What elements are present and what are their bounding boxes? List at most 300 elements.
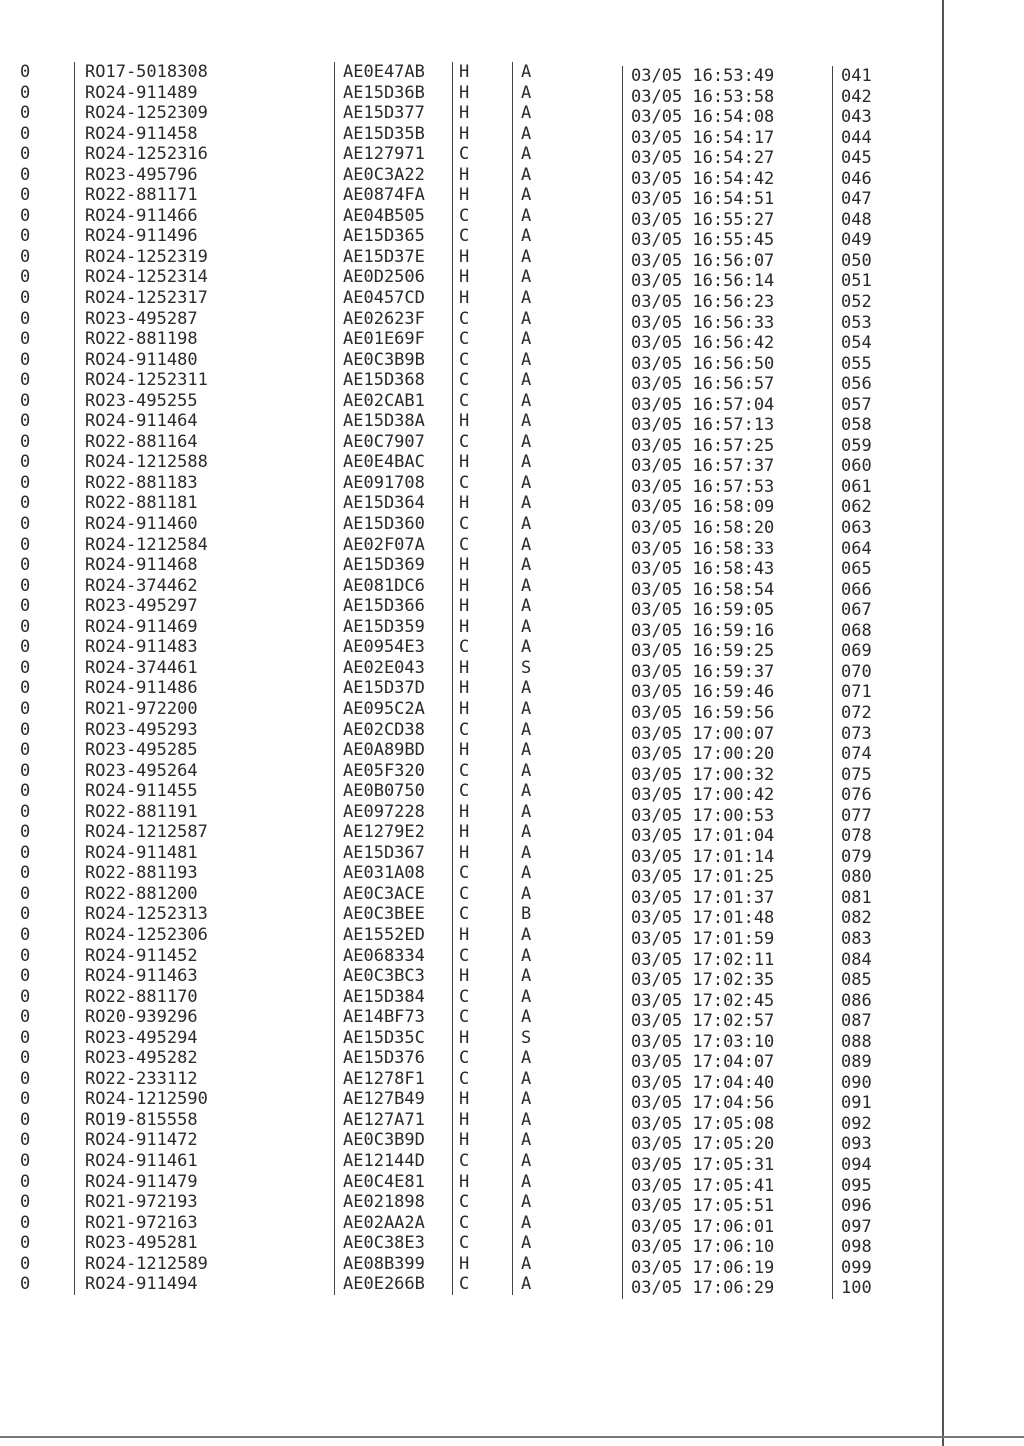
hex-cell: AE031A08 xyxy=(334,863,455,884)
table-row xyxy=(0,1068,900,1093)
flag-cell: 0 xyxy=(20,616,31,637)
type-cell: C xyxy=(452,329,507,350)
table-row xyxy=(0,472,900,497)
timestamp-cell: 03/05 16:59:46 xyxy=(622,682,831,703)
timestamp-cell: 03/05 16:54:08 xyxy=(622,107,831,128)
grade-cell: A xyxy=(512,535,621,556)
hex-cell: AE02623F xyxy=(334,309,455,330)
timestamp-cell: 03/05 16:57:04 xyxy=(622,395,831,416)
id-cell: RO23-495264 xyxy=(74,761,335,782)
flag-cell: 0 xyxy=(20,801,31,822)
timestamp-cell: 03/05 16:55:27 xyxy=(622,210,831,231)
flag-cell: 0 xyxy=(20,185,31,206)
sequence-cell: 092 xyxy=(832,1114,901,1135)
table-row xyxy=(0,1274,900,1299)
sequence-cell: 069 xyxy=(832,641,901,662)
type-cell: H xyxy=(452,1028,507,1049)
table-row xyxy=(0,616,900,641)
timestamp-cell: 03/05 16:57:13 xyxy=(622,415,831,436)
flag-cell: 0 xyxy=(20,1089,31,1110)
sequence-cell: 076 xyxy=(832,785,901,806)
id-cell: RO21-972163 xyxy=(74,1213,335,1234)
id-cell: RO21-972193 xyxy=(74,1192,335,1213)
table-row xyxy=(0,1212,900,1237)
flag-cell: 0 xyxy=(20,945,31,966)
hex-cell: AE0C4E81 xyxy=(334,1172,455,1193)
flag-cell: 0 xyxy=(20,288,31,309)
hex-cell: AE15D35C xyxy=(334,1028,455,1049)
table-row xyxy=(0,678,900,703)
timestamp-cell: 03/05 17:06:29 xyxy=(622,1278,831,1299)
table-row xyxy=(0,205,900,230)
flag-cell: 0 xyxy=(20,1048,31,1069)
table-row xyxy=(0,144,900,169)
id-cell: RO24-1252317 xyxy=(74,288,335,309)
timestamp-cell: 03/05 17:05:08 xyxy=(622,1114,831,1135)
timestamp-cell: 03/05 17:02:11 xyxy=(622,950,831,971)
timestamp-cell: 03/05 16:59:16 xyxy=(622,621,831,642)
timestamp-cell: 03/05 17:06:01 xyxy=(622,1217,831,1238)
type-cell: H xyxy=(452,802,507,823)
timestamp-cell: 03/05 16:57:25 xyxy=(622,436,831,457)
id-cell: RO24-1252319 xyxy=(74,247,335,268)
table-row xyxy=(0,1007,900,1032)
hex-cell: AE0C7907 xyxy=(334,432,455,453)
hex-cell: AE02F07A xyxy=(334,535,455,556)
table-row xyxy=(0,842,900,867)
table-row xyxy=(0,698,900,723)
hex-cell: AE02CD38 xyxy=(334,720,455,741)
grade-cell: A xyxy=(512,103,621,124)
id-cell: RO24-911458 xyxy=(74,124,335,145)
sequence-cell: 046 xyxy=(832,169,901,190)
timestamp-cell: 03/05 17:01:25 xyxy=(622,867,831,888)
hex-cell: AE1279E2 xyxy=(334,822,455,843)
grade-cell: S xyxy=(512,658,621,679)
grade-cell: A xyxy=(512,185,621,206)
id-cell: RO24-911472 xyxy=(74,1130,335,1151)
flag-cell: 0 xyxy=(20,966,31,987)
timestamp-cell: 03/05 17:01:59 xyxy=(622,929,831,950)
flag-cell: 0 xyxy=(20,144,31,165)
hex-cell: AE15D365 xyxy=(334,226,455,247)
sequence-cell: 041 xyxy=(832,66,901,87)
type-cell: H xyxy=(452,288,507,309)
timestamp-cell: 03/05 16:54:17 xyxy=(622,128,831,149)
sequence-cell: 052 xyxy=(832,292,901,313)
table-row xyxy=(0,1109,900,1134)
grade-cell: B xyxy=(512,904,621,925)
type-cell: C xyxy=(452,1233,507,1254)
table-row xyxy=(0,924,900,949)
type-cell: C xyxy=(452,1048,507,1069)
type-cell: C xyxy=(452,350,507,371)
timestamp-cell: 03/05 17:01:14 xyxy=(622,847,831,868)
id-cell: RO24-374462 xyxy=(74,576,335,597)
hex-cell: AE15D369 xyxy=(334,555,455,576)
flag-cell: 0 xyxy=(20,472,31,493)
grade-cell: A xyxy=(512,473,621,494)
hex-cell: AE127A71 xyxy=(334,1110,455,1131)
hex-cell: AE01E69F xyxy=(334,329,455,350)
hex-cell: AE15D359 xyxy=(334,617,455,638)
type-cell: H xyxy=(452,411,507,432)
type-cell: C xyxy=(452,1213,507,1234)
type-cell: H xyxy=(452,699,507,720)
grade-cell: A xyxy=(512,781,621,802)
flag-cell: 0 xyxy=(20,1007,31,1028)
hex-cell: AE0E4BAC xyxy=(334,452,455,473)
type-cell: H xyxy=(452,617,507,638)
hex-cell: AE15D38A xyxy=(334,411,455,432)
timestamp-cell: 03/05 17:02:57 xyxy=(622,1011,831,1032)
id-cell: RO23-495796 xyxy=(74,165,335,186)
flag-cell: 0 xyxy=(20,370,31,391)
table-row xyxy=(0,1233,900,1258)
sequence-cell: 073 xyxy=(832,724,901,745)
table-row xyxy=(0,164,900,189)
type-cell: C xyxy=(452,535,507,556)
timestamp-cell: 03/05 17:00:42 xyxy=(622,785,831,806)
hex-cell: AE15D368 xyxy=(334,370,455,391)
hex-cell: AE15D360 xyxy=(334,514,455,535)
flag-cell: 0 xyxy=(20,205,31,226)
sequence-cell: 084 xyxy=(832,950,901,971)
grade-cell: A xyxy=(512,822,621,843)
id-cell: RO23-495281 xyxy=(74,1233,335,1254)
type-cell: C xyxy=(452,946,507,967)
table-row xyxy=(0,62,900,86)
timestamp-cell: 03/05 16:54:27 xyxy=(622,148,831,169)
sequence-cell: 082 xyxy=(832,908,901,929)
flag-cell: 0 xyxy=(20,822,31,843)
timestamp-cell: 03/05 16:58:43 xyxy=(622,559,831,580)
type-cell: H xyxy=(452,843,507,864)
type-cell: C xyxy=(452,781,507,802)
type-cell: C xyxy=(452,391,507,412)
grade-cell: A xyxy=(512,62,621,83)
sequence-cell: 058 xyxy=(832,415,901,436)
id-cell: RO22-881191 xyxy=(74,802,335,823)
type-cell: H xyxy=(452,966,507,987)
hex-cell: AE0C38E3 xyxy=(334,1233,455,1254)
flag-cell: 0 xyxy=(20,1068,31,1089)
type-cell: H xyxy=(452,267,507,288)
grade-cell: A xyxy=(512,576,621,597)
sequence-cell: 065 xyxy=(832,559,901,580)
id-cell: RO22-881171 xyxy=(74,185,335,206)
sequence-cell: 094 xyxy=(832,1155,901,1176)
flag-cell: 0 xyxy=(20,267,31,288)
sequence-cell: 080 xyxy=(832,867,901,888)
table-row xyxy=(0,82,900,107)
id-cell: RO23-495285 xyxy=(74,740,335,761)
sequence-cell: 056 xyxy=(832,374,901,395)
flag-cell: 0 xyxy=(20,534,31,555)
grade-cell: A xyxy=(512,843,621,864)
scan-edge-right xyxy=(942,0,944,1446)
sequence-cell: 062 xyxy=(832,497,901,518)
id-cell: RO24-911469 xyxy=(74,617,335,638)
timestamp-cell: 03/05 16:56:07 xyxy=(622,251,831,272)
type-cell: H xyxy=(452,740,507,761)
type-cell: H xyxy=(452,165,507,186)
flag-cell: 0 xyxy=(20,575,31,596)
grade-cell: A xyxy=(512,1151,621,1172)
flag-cell: 0 xyxy=(20,123,31,144)
timestamp-cell: 03/05 16:55:45 xyxy=(622,230,831,251)
table-row xyxy=(0,349,900,374)
sequence-cell: 057 xyxy=(832,395,901,416)
id-cell: RO22-881200 xyxy=(74,884,335,905)
id-cell: RO22-881198 xyxy=(74,329,335,350)
timestamp-cell: 03/05 16:58:09 xyxy=(622,497,831,518)
sequence-cell: 086 xyxy=(832,991,901,1012)
hex-cell: AE0B0750 xyxy=(334,781,455,802)
sequence-cell: 071 xyxy=(832,682,901,703)
timestamp-cell: 03/05 17:04:07 xyxy=(622,1052,831,1073)
sequence-cell: 061 xyxy=(832,477,901,498)
type-cell: H xyxy=(452,124,507,145)
hex-cell: AE02E043 xyxy=(334,658,455,679)
grade-cell: A xyxy=(512,699,621,720)
flag-cell: 0 xyxy=(20,760,31,781)
id-cell: RO24-911460 xyxy=(74,514,335,535)
flag-cell: 0 xyxy=(20,657,31,678)
flag-cell: 0 xyxy=(20,390,31,411)
timestamp-cell: 03/05 17:05:41 xyxy=(622,1176,831,1197)
flag-cell: 0 xyxy=(20,637,31,658)
hex-cell: AE0C3A22 xyxy=(334,165,455,186)
type-cell: C xyxy=(452,904,507,925)
timestamp-cell: 03/05 16:53:58 xyxy=(622,87,831,108)
table-row xyxy=(0,288,900,313)
hex-cell: AE0C3B9B xyxy=(334,350,455,371)
table-row xyxy=(0,514,900,539)
timestamp-cell: 03/05 16:59:25 xyxy=(622,641,831,662)
timestamp-cell: 03/05 17:00:20 xyxy=(622,744,831,765)
flag-cell: 0 xyxy=(20,308,31,329)
flag-cell: 0 xyxy=(20,431,31,452)
table-row xyxy=(0,411,900,436)
table-row xyxy=(0,431,900,456)
flag-cell: 0 xyxy=(20,842,31,863)
sequence-cell: 042 xyxy=(832,87,901,108)
hex-cell: AE021898 xyxy=(334,1192,455,1213)
sequence-cell: 087 xyxy=(832,1011,901,1032)
grade-cell: A xyxy=(512,720,621,741)
sequence-cell: 081 xyxy=(832,888,901,909)
timestamp-cell: 03/05 17:00:07 xyxy=(622,724,831,745)
grade-cell: A xyxy=(512,884,621,905)
hex-cell: AE15D384 xyxy=(334,987,455,1008)
hex-cell: AE0E47AB xyxy=(334,62,455,83)
flag-cell: 0 xyxy=(20,1130,31,1151)
timestamp-cell: 03/05 17:00:32 xyxy=(622,765,831,786)
grade-cell: A xyxy=(512,267,621,288)
timestamp-cell: 03/05 16:56:57 xyxy=(622,374,831,395)
id-cell: RO24-911483 xyxy=(74,637,335,658)
timestamp-cell: 03/05 16:56:23 xyxy=(622,292,831,313)
id-cell: RO24-911481 xyxy=(74,843,335,864)
sequence-cell: 044 xyxy=(832,128,901,149)
table-row xyxy=(0,904,900,929)
table-row xyxy=(0,740,900,765)
table-row xyxy=(0,1130,900,1155)
flag-cell: 0 xyxy=(20,1274,31,1295)
sequence-cell: 060 xyxy=(832,456,901,477)
type-cell: C xyxy=(452,1007,507,1028)
hex-cell: AE15D36B xyxy=(334,83,455,104)
grade-cell: A xyxy=(512,329,621,350)
timestamp-cell: 03/05 16:54:42 xyxy=(622,169,831,190)
table-row xyxy=(0,390,900,415)
hex-cell: AE15D367 xyxy=(334,843,455,864)
grade-cell: A xyxy=(512,514,621,535)
type-cell: C xyxy=(452,637,507,658)
type-cell: C xyxy=(452,1274,507,1295)
grade-cell: A xyxy=(512,1130,621,1151)
flag-cell: 0 xyxy=(20,1171,31,1192)
flag-cell: 0 xyxy=(20,863,31,884)
hex-cell: AE15D37E xyxy=(334,247,455,268)
flag-cell: 0 xyxy=(20,1150,31,1171)
type-cell: H xyxy=(452,1254,507,1275)
sequence-cell: 049 xyxy=(832,230,901,251)
hex-cell: AE04B505 xyxy=(334,206,455,227)
table-row xyxy=(0,863,900,888)
sequence-cell: 048 xyxy=(832,210,901,231)
table-row xyxy=(0,1048,900,1073)
type-cell: H xyxy=(452,1089,507,1110)
flag-cell: 0 xyxy=(20,719,31,740)
grade-cell: A xyxy=(512,452,621,473)
timestamp-cell: 03/05 17:05:20 xyxy=(622,1134,831,1155)
table-row xyxy=(0,883,900,908)
timestamp-cell: 03/05 16:59:05 xyxy=(622,600,831,621)
grade-cell: A xyxy=(512,617,621,638)
timestamp-cell: 03/05 16:54:51 xyxy=(622,189,831,210)
sequence-cell: 045 xyxy=(832,148,901,169)
sequence-cell: 089 xyxy=(832,1052,901,1073)
sequence-cell: 075 xyxy=(832,765,901,786)
table-row xyxy=(0,801,900,826)
type-cell: C xyxy=(452,432,507,453)
table-row xyxy=(0,308,900,333)
grade-cell: A xyxy=(512,678,621,699)
grade-cell: A xyxy=(512,555,621,576)
hex-cell: AE0D2506 xyxy=(334,267,455,288)
grade-cell: A xyxy=(512,925,621,946)
flag-cell: 0 xyxy=(20,82,31,103)
table-row xyxy=(0,760,900,785)
table-row xyxy=(0,185,900,210)
timestamp-cell: 03/05 16:58:33 xyxy=(622,539,831,560)
grade-cell: A xyxy=(512,1110,621,1131)
timestamp-cell: 03/05 17:06:19 xyxy=(622,1258,831,1279)
table-row xyxy=(0,123,900,148)
table-row xyxy=(0,370,900,395)
flag-cell: 0 xyxy=(20,349,31,370)
timestamp-cell: 03/05 17:01:48 xyxy=(622,908,831,929)
table-row xyxy=(0,267,900,292)
flag-cell: 0 xyxy=(20,1233,31,1254)
table-row xyxy=(0,1027,900,1052)
table-row xyxy=(0,1192,900,1217)
sequence-cell: 090 xyxy=(832,1073,901,1094)
grade-cell: A xyxy=(512,83,621,104)
grade-cell: A xyxy=(512,493,621,514)
sequence-cell: 091 xyxy=(832,1093,901,1114)
grade-cell: A xyxy=(512,1233,621,1254)
grade-cell: A xyxy=(512,1089,621,1110)
table-row xyxy=(0,1150,900,1175)
grade-cell: A xyxy=(512,1254,621,1275)
id-cell: RO23-495294 xyxy=(74,1028,335,1049)
hex-cell: AE0C3BEE xyxy=(334,904,455,925)
id-cell: RO24-911463 xyxy=(74,966,335,987)
type-cell: H xyxy=(452,247,507,268)
timestamp-cell: 03/05 16:58:20 xyxy=(622,518,831,539)
hex-cell: AE15D364 xyxy=(334,493,455,514)
sequence-cell: 047 xyxy=(832,189,901,210)
hex-cell: AE05F320 xyxy=(334,761,455,782)
type-cell: H xyxy=(452,576,507,597)
hex-cell: AE091708 xyxy=(334,473,455,494)
grade-cell: A xyxy=(512,206,621,227)
type-cell: H xyxy=(452,103,507,124)
type-cell: C xyxy=(452,1069,507,1090)
id-cell: RO19-815558 xyxy=(74,1110,335,1131)
id-cell: RO24-911489 xyxy=(74,83,335,104)
timestamp-cell: 03/05 17:00:53 xyxy=(622,806,831,827)
id-cell: RO21-972200 xyxy=(74,699,335,720)
grade-cell: A xyxy=(512,1274,621,1295)
type-cell: C xyxy=(452,1151,507,1172)
hex-cell: AE0C3BC3 xyxy=(334,966,455,987)
sequence-cell: 066 xyxy=(832,580,901,601)
sequence-cell: 100 xyxy=(832,1278,901,1299)
grade-cell: A xyxy=(512,596,621,617)
id-cell: RO24-911486 xyxy=(74,678,335,699)
sequence-cell: 097 xyxy=(832,1217,901,1238)
type-cell: C xyxy=(452,863,507,884)
hex-cell: AE127B49 xyxy=(334,1089,455,1110)
flag-cell: 0 xyxy=(20,493,31,514)
timestamp-cell: 03/05 17:05:31 xyxy=(622,1155,831,1176)
sequence-cell: 043 xyxy=(832,107,901,128)
table-row xyxy=(0,103,900,128)
flag-cell: 0 xyxy=(20,555,31,576)
timestamp-cell: 03/05 16:56:50 xyxy=(622,354,831,375)
hex-cell: AE15D377 xyxy=(334,103,455,124)
table-row xyxy=(0,986,900,1011)
timestamp-cell: 03/05 17:05:51 xyxy=(622,1196,831,1217)
sequence-cell: 083 xyxy=(832,929,901,950)
id-cell: RO23-495287 xyxy=(74,309,335,330)
timestamp-cell: 03/05 17:02:35 xyxy=(622,970,831,991)
table-row xyxy=(0,452,900,477)
type-cell: C xyxy=(452,987,507,1008)
sequence-cell: 095 xyxy=(832,1176,901,1197)
id-cell: RO24-1252306 xyxy=(74,925,335,946)
grade-cell: A xyxy=(512,1048,621,1069)
flag-cell: 0 xyxy=(20,103,31,124)
sequence-cell: 050 xyxy=(832,251,901,272)
flag-cell: 0 xyxy=(20,678,31,699)
type-cell: H xyxy=(452,185,507,206)
grade-cell: A xyxy=(512,1007,621,1028)
